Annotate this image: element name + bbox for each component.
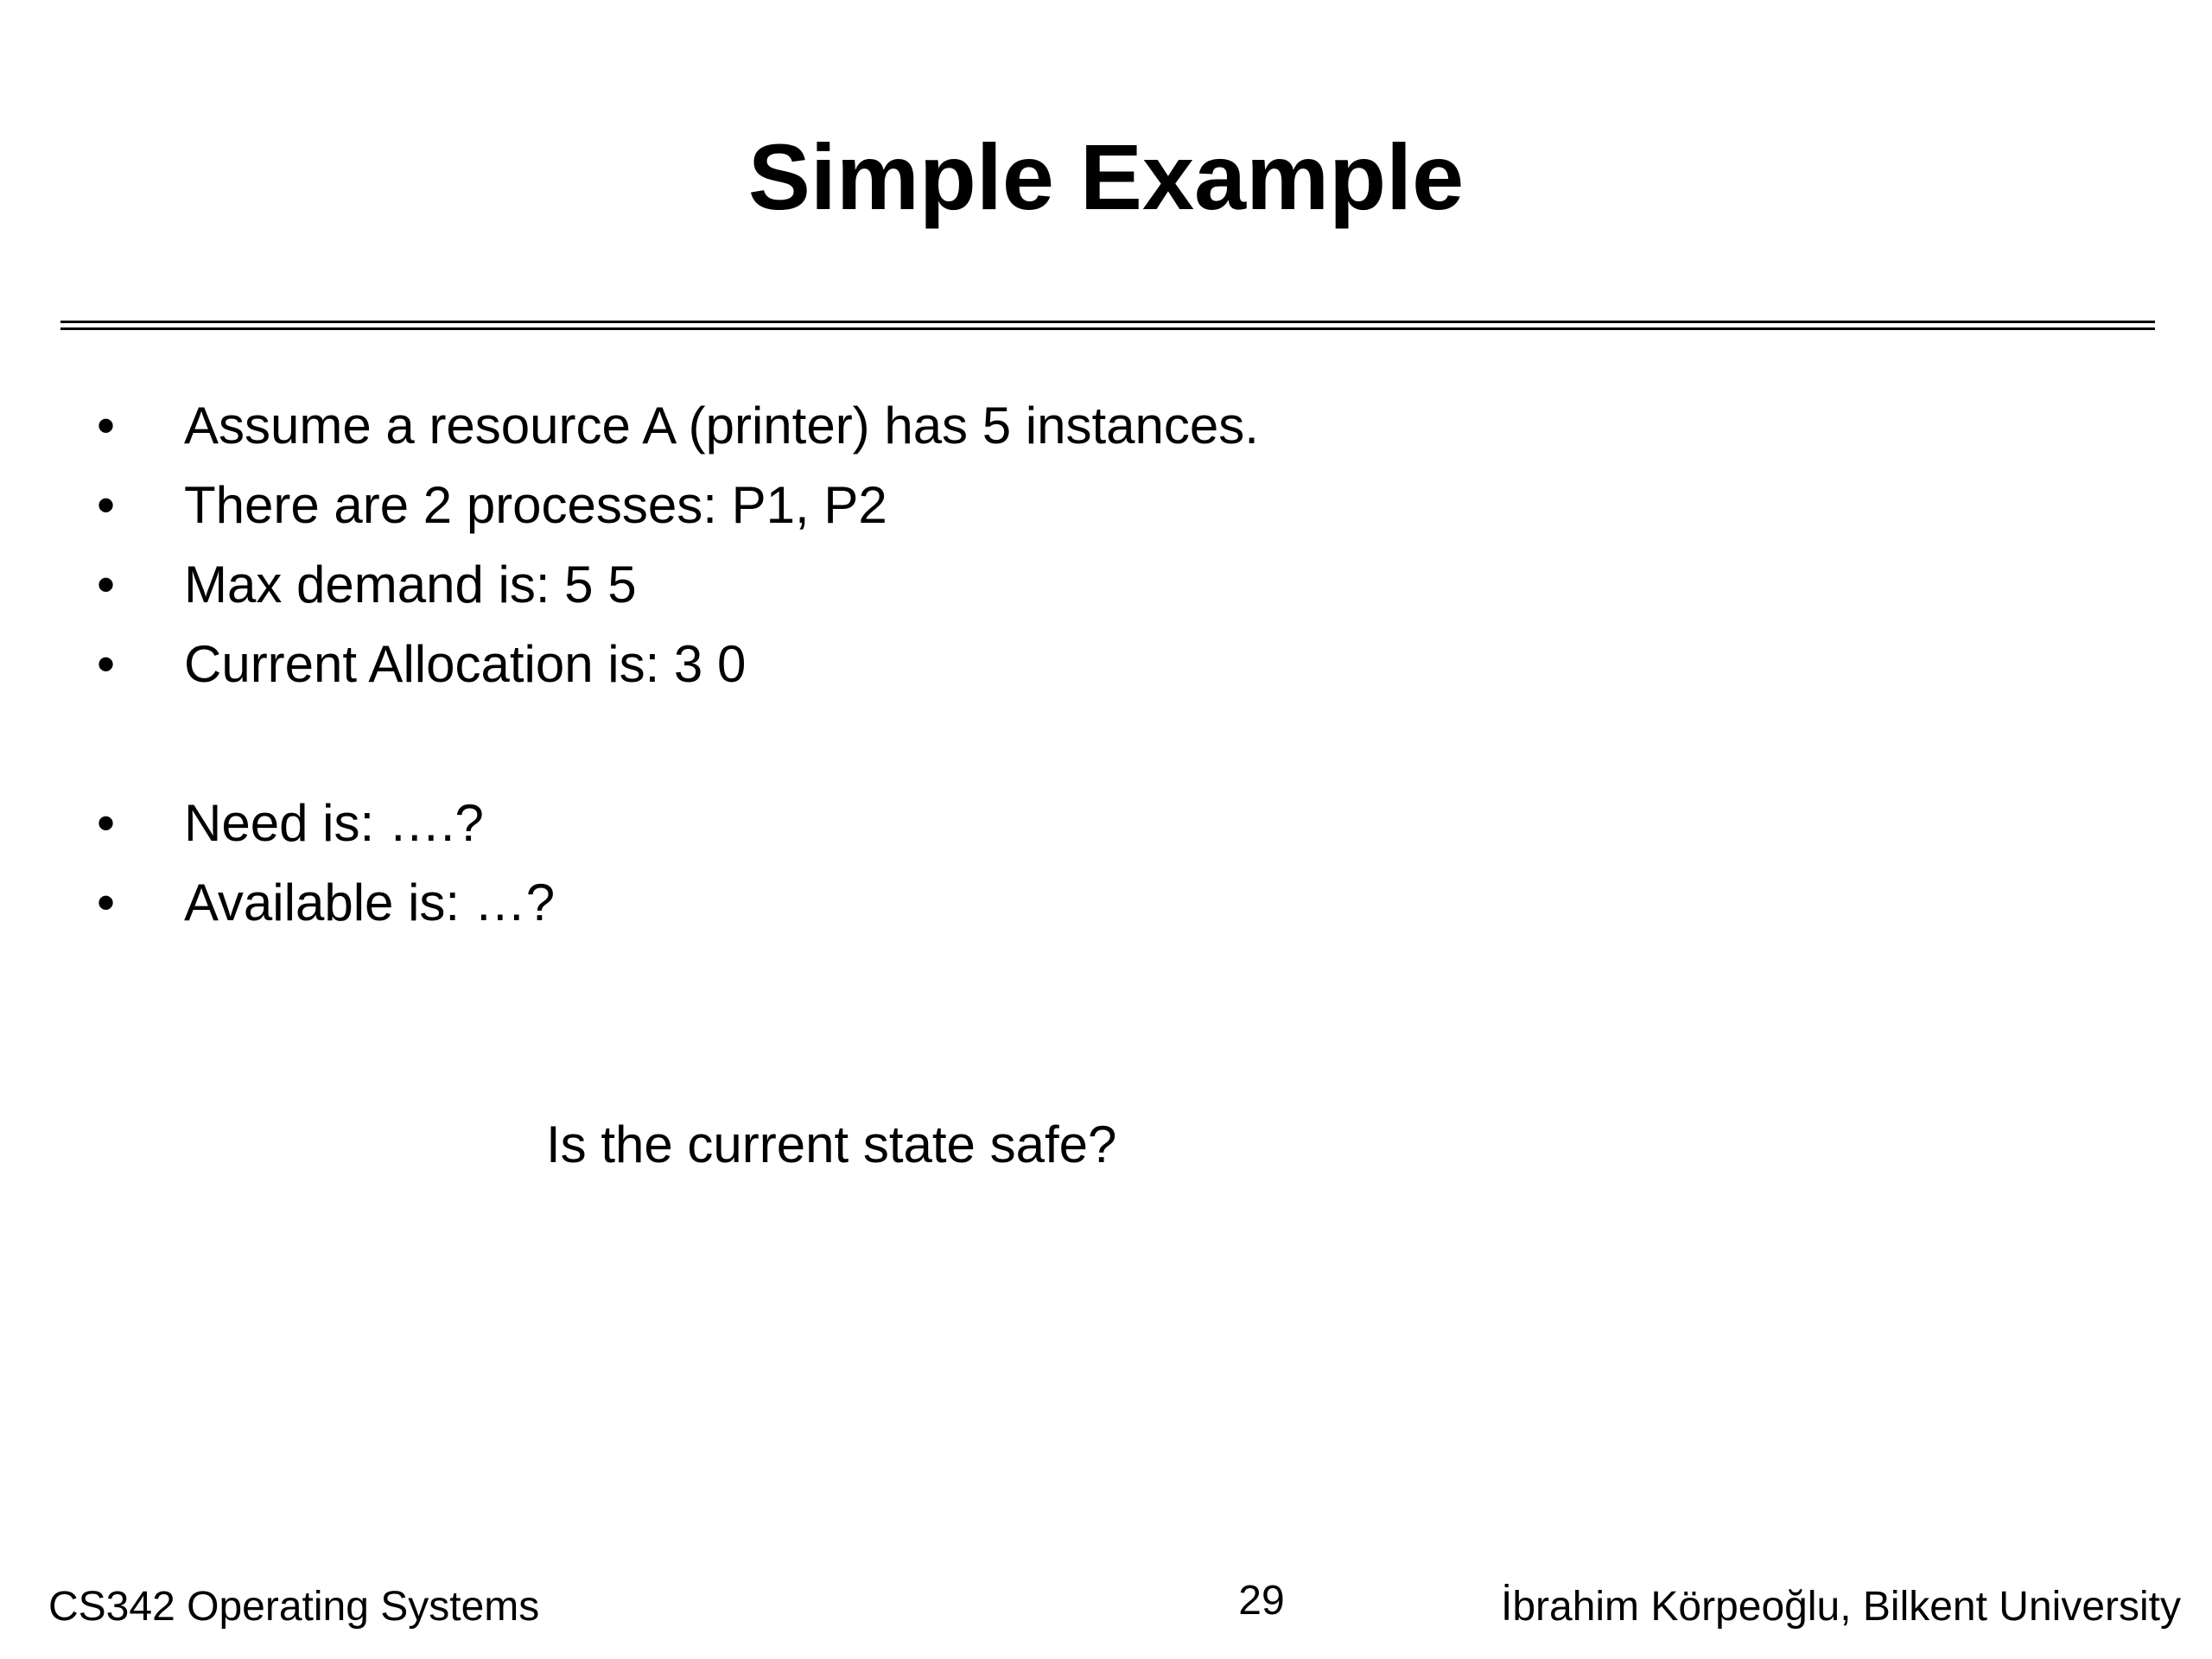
footer-author: İbrahim Körpeoğlu, Bilkent University [1500,1584,2181,1630]
footer-course: CS342 Operating Systems [48,1584,540,1630]
bullet-item [0,550,2212,620]
bullet-text: Current Allocation is: 3 0 [184,635,747,693]
bullet-text: Need is: ….? [184,794,484,852]
bullet-item [0,391,2212,461]
question-text: Is the current state safe? [546,1116,1117,1173]
bullet-marker: • [97,476,116,534]
bullet-item [0,630,2212,699]
bullet-item [0,868,2212,938]
bullet-marker: • [97,635,116,693]
bullet-text: Available is: …? [184,874,556,931]
bullet-marker: • [97,874,116,931]
bullet-marker: • [97,556,116,613]
footer-page-number: 29 [1238,1578,1285,1624]
bullet-marker: • [97,397,116,454]
bullet-text: There are 2 processes: P1, P2 [184,476,887,534]
bullet-item [0,789,2212,858]
bullet-text: Max demand is: 5 5 [184,556,637,613]
bullet-text: Assume a resource A (printer) has 5 instances. [184,397,1259,454]
slide-title: Simple Example [747,124,1465,229]
bullet-marker: • [97,794,116,852]
bullet-item [0,471,2212,540]
